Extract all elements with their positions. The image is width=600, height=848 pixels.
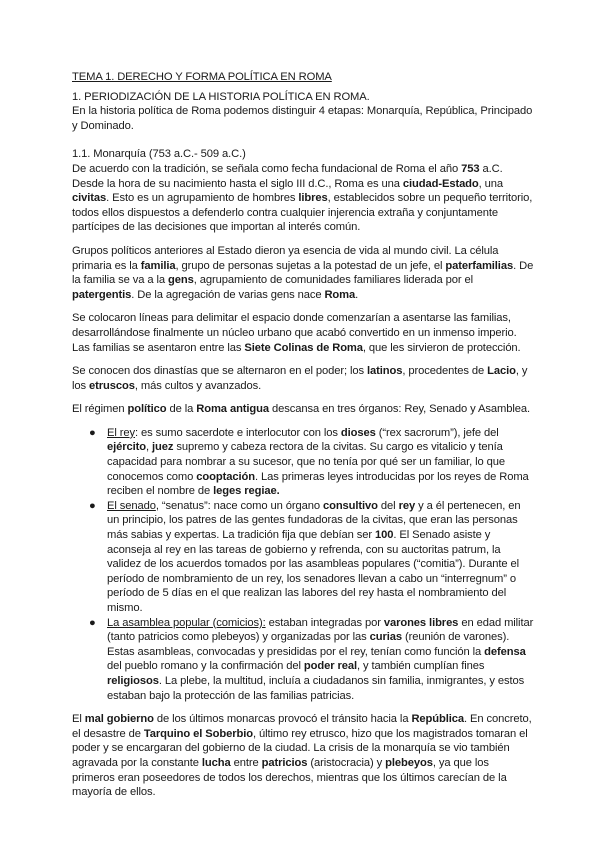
paragraph-family: Grupos políticos anteriores al Estado dieron ya esencia de vida al mundo civil. La célula primaria es la familia, grupo de personas sujetas a la potestad de un jefe, el paterfamilias. De la familia se va a la gens, agrupamiento de comunidades familiares liderada por el patergentis. De la agregación de varias gens nace Roma. [72,244,534,301]
document-title: TEMA 1. DERECHO Y FORMA POLÍTICA EN ROMA [72,71,332,83]
paragraph-republic-transition: El mal gobierno de los últimos monarcas provocó el tránsito hacia la República. En concreto, el desastre de Tarquino el Soberbio, último rey etrusco, hizo que los magistrados tomaran el poder y se encargaran del gobierno de la ciudad. La crisis de la monarquía se vio también agravada por la constante lucha entre patricios (aristocracia) y plebeyos, ya que los primeros eran poseedores de todos los derechos, mientras que los últimos carecían de la mayoría de ellos. [72,713,532,799]
paragraph-hills: Se colocaron líneas para delimitar el espacio donde comenzarían a asentarse las familias, desarrollándose finalmente un núcleo urbano que acabó convertido en un inmenso imperio. Las familias se asentaron entre las Siete Colinas de Roma, que les sirvieron de protección. [72,312,521,354]
list-item-senado: ● El senado, “senatus”: nace como un órgano consultivo del rey y a él pertenecen, en un principio, los patres de las gentes fundadoras de la civitas, que eran las personas más sabias y expertas. La tradición fija que debían ser 100. El Senado asiste y aconseja al rey en las tareas de gobierno y refrenda, con su auctoritas patrum, la validez de los acuerdos tomados por las asambleas populares (“comitia”). Durante el período de nombramiento de un rey, los senadores llevan a cabo un “interregnum” o período de 5 días en el que realizan las labores del rey hasta el nombramiento del mismo. [89,499,521,614]
paragraph-foundation: De acuerdo con la tradición, se señala como fecha fundacional de Roma el año 753 a.C. Desde la hora de su nacimiento hasta el siglo III d.C., Roma es una ciudad-Estado, una civitas. Esto es un agrupamiento de hombres libres, establecidos sobre un pequeño territorio, todos ellos dispuestos a defenderlo contra cualquier injerencia extraña y conjuntamente partícipes de las decisiones que importan al interés común. [72,162,533,234]
paragraph-regime: El régimen político de la Roma antigua descansa en tres órganos: Rey, Senado y Asamblea. [72,403,530,416]
subsection-heading: 1.1. Monarquía (753 a.C.- 509 a.C.) [72,148,246,161]
bullet-icon: ● [89,499,96,512]
section-heading: 1. PERIODIZACIÓN DE LA HISTORIA POLÍTICA EN ROMA. [72,90,370,103]
bullet-icon: ● [89,426,96,439]
bullet-icon: ● [89,616,96,629]
section-intro: En la historia política de Roma podemos distinguir 4 etapas: Monarquía, República, Principado y Dominado. [72,105,533,132]
list-item-rey: ● El rey: es sumo sacerdote e interlocutor con los dioses (“rex sacrorum”), jefe del ejército, juez supremo y cabeza rectora de la civitas. Su cargo es vitalicio y tenía capacidad para nombrar a su sucesor, que no tenía por qué ser un familiar, lo que conocemos como cooptación. Las primeras leyes introducidas por los reyes de Roma reciben el nombre de leges regiae. [89,426,529,498]
list-item-asamblea: ● La asamblea popular (comicios): estaban integradas por varones libres en edad militar (tanto patricios como plebeyos) y organizadas por las curias (reunión de varones). Estas asambleas, convocadas y presididas por el rey, tenían como función la defensa del pueblo romano y la confirmación del poder real, y también cumplían fines religiosos. La plebe, la multitud, incluía a ciudadanos sin familia, inmigrantes, y estos estaban bajo la protección de las familias patricias. [89,616,534,702]
organs-list [72,426,534,703]
paragraph-dynasties: Se conocen dos dinastías que se alternaron en el poder; los latinos, procedentes de Lacio, y los etruscos, más cultos y avanzados. [72,365,528,392]
